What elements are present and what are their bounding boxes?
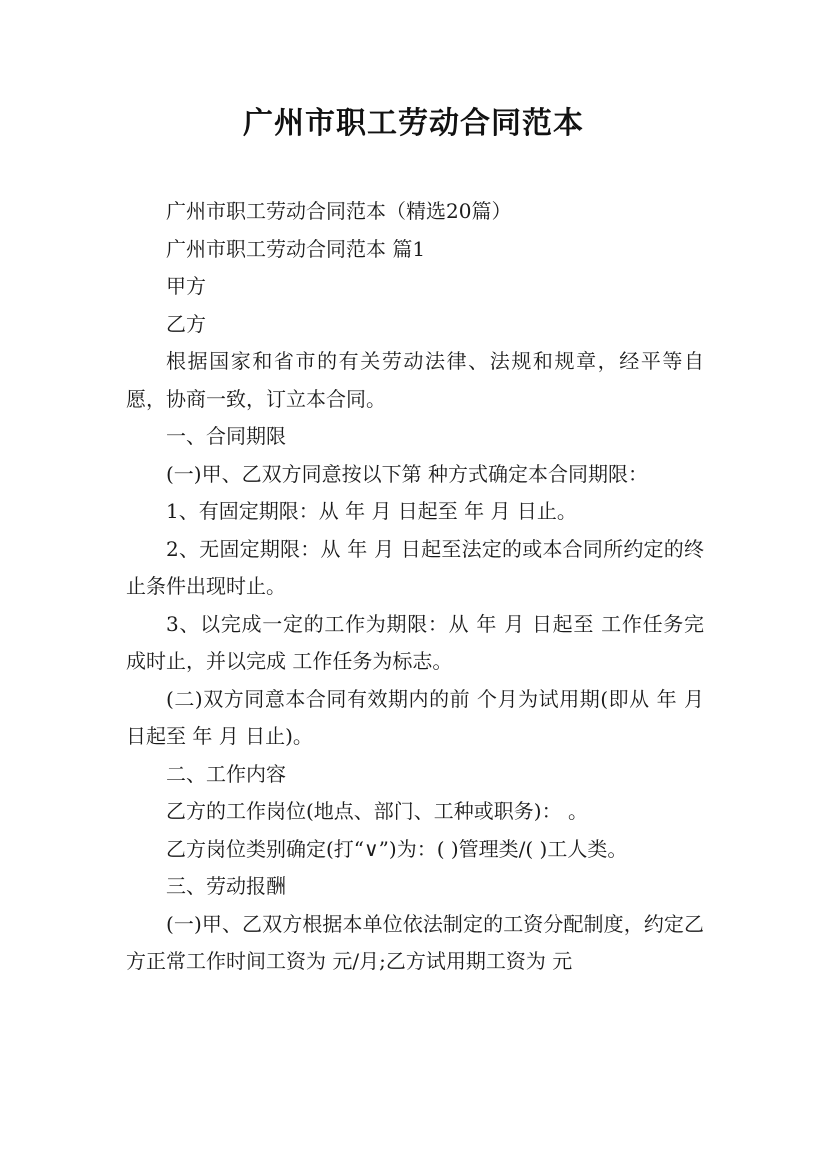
paragraph: 3、以完成一定的工作为期限：从 年 月 日起至 工作任务完成时止，并以完成 工作任务为标志。 [126,611,704,673]
document-body [126,193,711,981]
paragraph: 乙方 [166,311,206,336]
paragraph: 广州市职工劳动合同范本 篇1 [166,236,426,261]
paragraph: 广州市职工劳动合同范本（精选20篇） [166,199,512,223]
paragraph: (二)双方同意本合同有效期内的前 个月为试用期(即从 年 月 日起至 年 月 日止)。 [126,686,711,748]
paragraph: 乙方岗位类别确定(打“∨”)为：( )管理类/( )工人类。 [166,836,628,861]
section-heading: 一、合同期限 [166,424,286,448]
paragraph: 2、无固定期限：从 年 月 日起至法定的或本合同所约定的终止条件出现时止。 [126,536,704,598]
paragraph: (一)甲、乙双方根据本单位依法制定的工资分配制度，约定乙方正常工作时间工资为 元/月;乙方试用期工资为 元 [126,911,704,973]
paragraph: (一)甲、乙双方同意按以下第 种方式确定本合同期限： [166,461,648,486]
paragraph: 根据国家和省市的有关劳动法律、法规和规章，经平等自愿，协商一致，订立本合同。 [126,349,704,411]
paragraph: 乙方的工作岗位(地点、部门、工种或职务)： 。 [166,799,588,823]
section-heading: 二、工作内容 [166,761,286,786]
section-heading: 三、劳动报酬 [166,874,286,898]
document-title: 广州市职工劳动合同范本 [243,106,584,141]
paragraph: 甲方 [166,274,206,298]
paragraph: 1、有固定期限：从 年 月 日起至 年 月 日止。 [166,499,577,523]
